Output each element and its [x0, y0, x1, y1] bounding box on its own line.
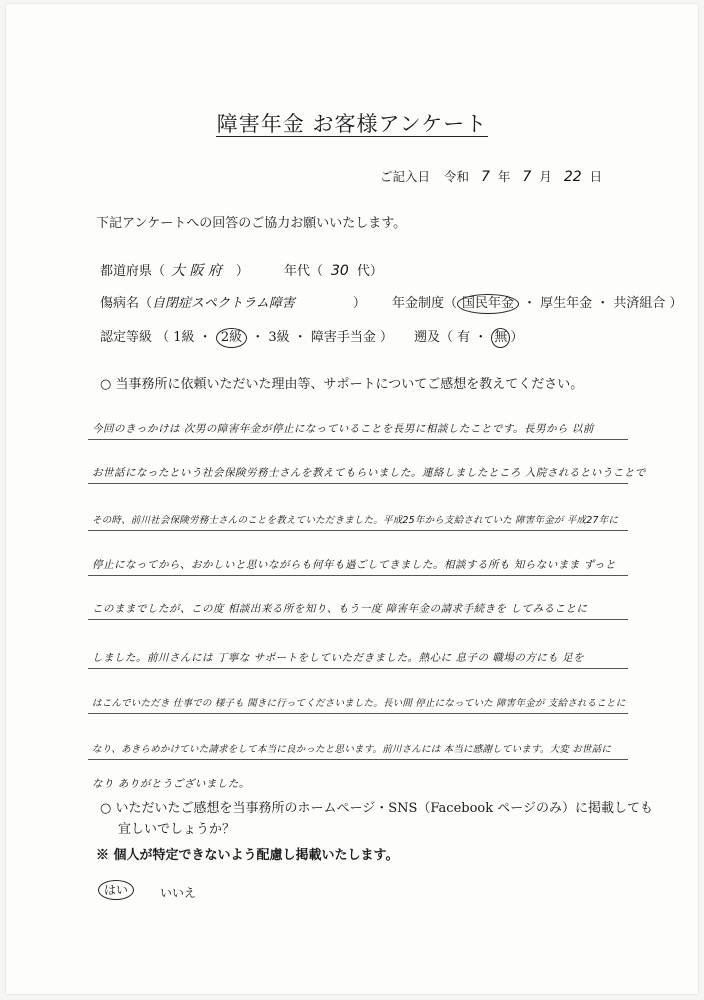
pension-system-label: 年金制度（ [392, 296, 458, 311]
retroactive-close: ） [510, 330, 524, 345]
retroactive-label: 遡及（ 有 ・ [414, 330, 488, 345]
ruled-line [88, 483, 628, 484]
question-feedback: ○ 当事務所に依頼いただいた理由等、サポートについてご感想を教えてください。 [100, 377, 584, 392]
retroactive-selected: 無 [491, 328, 510, 348]
pension-system-others: ・ 厚生年金 ・ 共済組合 ） [523, 296, 683, 311]
answer-line: 停止になってから、おかしいと思いながらも何年も過ごしてきました。相談する所も 知らないまま ずっと [92, 559, 617, 571]
grade-field [100, 326, 393, 348]
date-era: 令和 [444, 169, 470, 184]
pension-system-field [392, 292, 683, 314]
date-day-unit: 日 [589, 169, 603, 184]
disease-close: ） [352, 296, 366, 311]
answer-line: しました。前川さんには 丁寧な サポートをしていただきました。熱心に 息子の 職場の方にも 足を [92, 652, 585, 664]
date-year: 7 [481, 169, 490, 185]
grade-selected: 2級 [216, 328, 247, 348]
age-value: 30 [331, 263, 349, 279]
consent-no-option: いいえ [160, 886, 197, 900]
grade-label: 認定等級 （ 1級 ・ [100, 330, 212, 345]
date-day: 22 [563, 169, 582, 185]
answer-line: はこんでいただき 仕事での 様子も 聞きに行ってくださいました。長い間 停止になっていた 障害年金が 支給されることに [92, 698, 626, 709]
date-month-unit: 月 [539, 169, 552, 184]
ruled-line [88, 713, 628, 714]
date-year-unit: 年 [497, 169, 511, 184]
privacy-note: ※ 個人が特定できないよう配慮し掲載いたします。 [96, 848, 399, 863]
ruled-line [88, 759, 628, 760]
question-consent-cont: 宜しいでしょうか？ [118, 822, 236, 837]
disease-label: 傷病名（ [100, 296, 153, 311]
age-field [284, 260, 383, 279]
retroactive-field [414, 326, 523, 348]
date-month: 7 [522, 169, 532, 185]
pension-system-selected: 国民年金 [457, 294, 519, 314]
entry-date [380, 167, 602, 185]
consent-yes-option [98, 880, 134, 900]
prefecture-field [100, 260, 249, 280]
grade-others: ・ 3級 ・ 障害手当金 ） [251, 330, 394, 345]
answer-line: なり ありがとうございました。 [92, 778, 250, 790]
ruled-line [88, 575, 628, 576]
disease-field [100, 292, 366, 311]
ruled-line [88, 619, 628, 620]
ruled-line [88, 668, 628, 669]
answer-line: このままでしたが、この度 相談出来る所を知り、もう一度 障害年金の請求手続きを してみることに [92, 603, 588, 615]
intro-text: 下記アンケートへの回答のご協力お願いいたします。 [96, 216, 407, 231]
answer-line: その時、前川社会保険労務士さんのことを教えていただきました。平成25年から支給されていた 障害年金が 平成27年に [92, 515, 619, 526]
age-label: 年代（ [284, 264, 324, 279]
prefecture-close: ） [235, 264, 249, 279]
answer-line: お世話になったという社会保険労務士さんを教えてもらいました。連絡しましたところ 入院されるということで [92, 467, 646, 479]
question-consent: ○ いただいたご感想を当事務所のホームページ・SNS（Facebook ページのみ）に掲載しても [100, 801, 653, 816]
prefecture-label: 都道府県（ [100, 264, 166, 279]
age-close: 代） [356, 264, 383, 279]
answer-line: 今回のきっかけは 次男の障害年金が停止になっていることを長男に相談したことです。長男から 以前 [92, 423, 594, 435]
prefecture-value: 大 阪 府 [171, 263, 222, 279]
consent-yes-label: はい [98, 880, 134, 900]
disease-value: 自閉症スペクトラム障害 [152, 296, 295, 311]
ruled-line [88, 530, 628, 531]
title-underline [216, 136, 488, 137]
page-title: 障害年金 お客様アンケート [216, 112, 488, 136]
ruled-line [88, 439, 628, 440]
date-label: ご記入日 [380, 169, 431, 184]
answer-line: なり、あきらめかけていた請求をして本当に良かったと思います。前川さんには 本当に感謝しています。大変 お世話に [92, 744, 612, 755]
